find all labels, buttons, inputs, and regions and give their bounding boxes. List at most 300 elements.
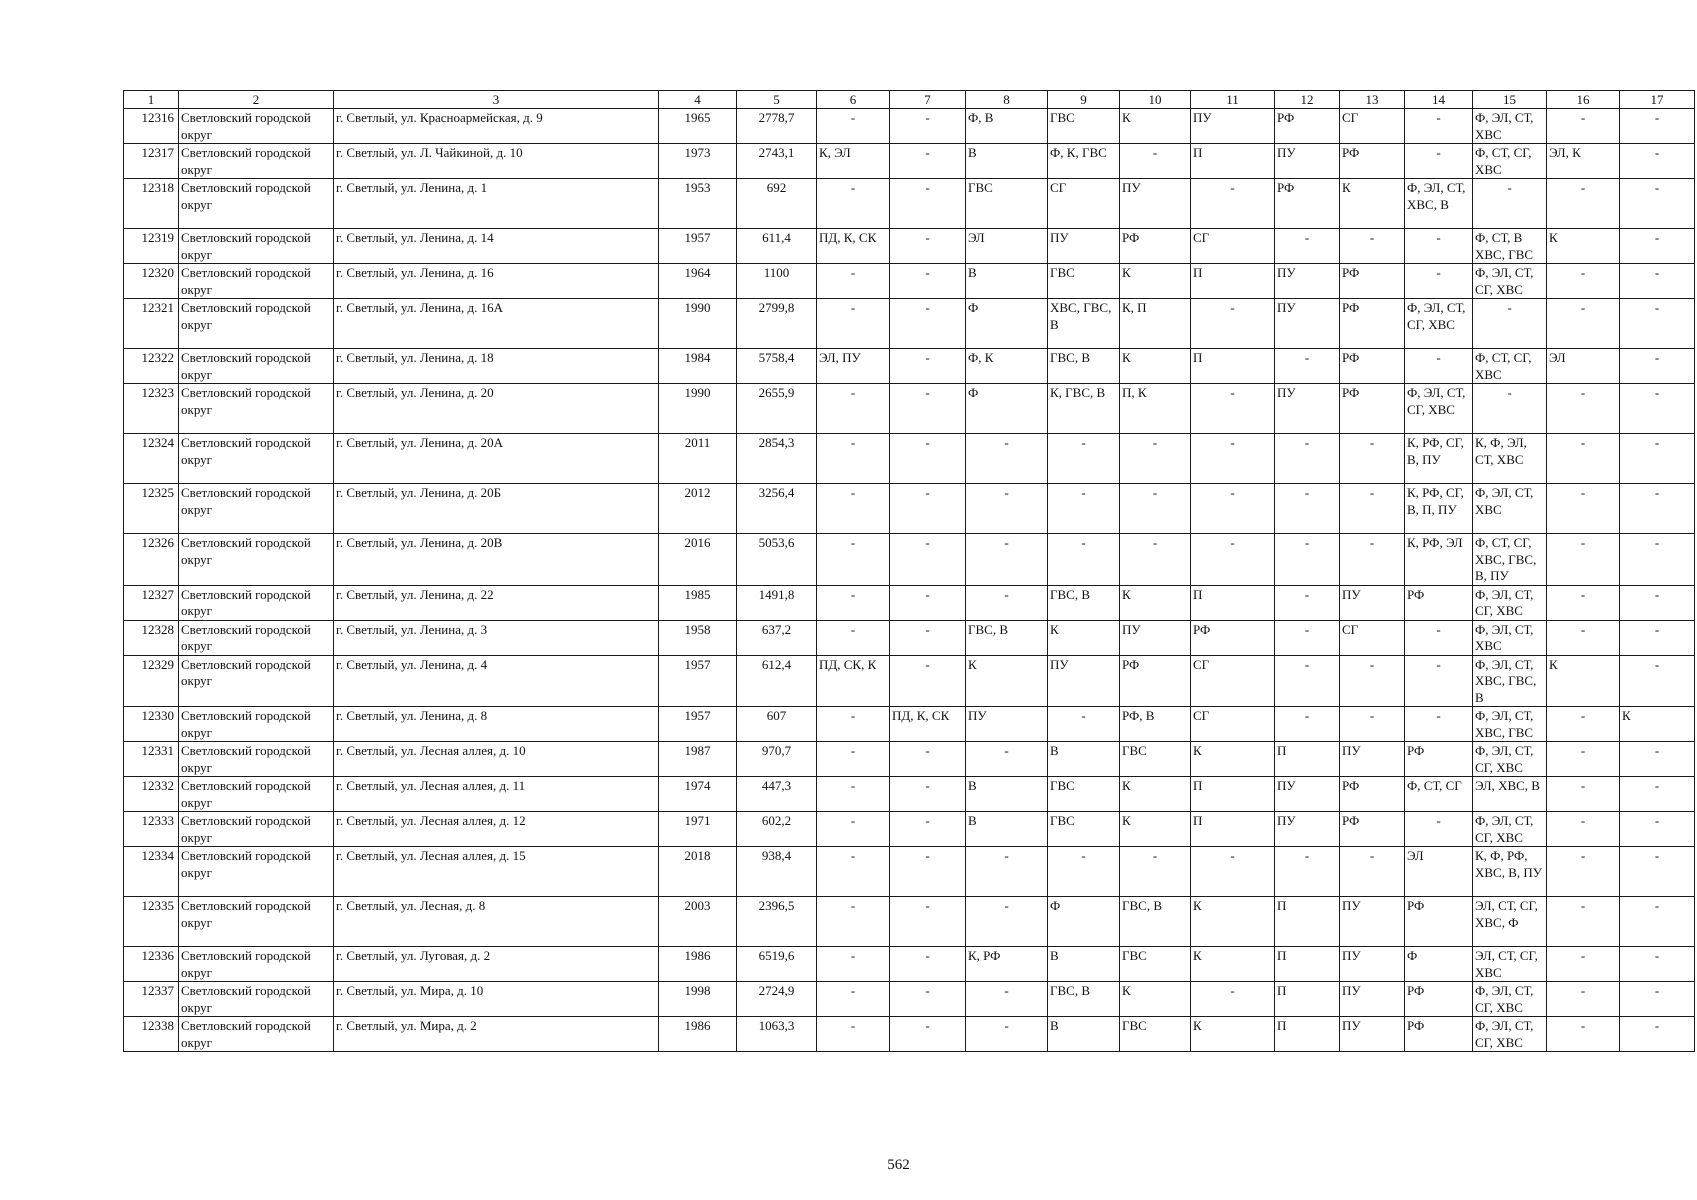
table-row: [124, 1017, 1695, 1052]
table-cell-col-14: Ф, ЭЛ, СТ, СГ, ХВС: [1405, 384, 1473, 434]
table-cell-col-2: Светловский городской округ: [179, 349, 334, 384]
table-cell-col-12: -: [1275, 434, 1340, 484]
table-cell-col-9: -: [1048, 484, 1120, 534]
table-cell-col-11: К: [1191, 947, 1275, 982]
table-cell-col-14: Ф: [1405, 947, 1473, 982]
table-cell-col-7: -: [890, 434, 966, 484]
table-cell-col-3: г. Светлый, ул. Ленина, д. 3: [334, 620, 659, 655]
table-cell-col-11: -: [1191, 299, 1275, 349]
table-cell-col-6: -: [817, 434, 890, 484]
table-cell-col-17: -: [1620, 434, 1695, 484]
table-cell-col-8: Ф, В: [966, 109, 1048, 144]
table-cell-col-9: К, ГВС, В: [1048, 384, 1120, 434]
table-cell-col-3: г. Светлый, ул. Ленина, д. 18: [334, 349, 659, 384]
table-cell-col-8: -: [966, 742, 1048, 777]
table-cell-col-1: 12320: [124, 264, 179, 299]
table-row: [124, 897, 1695, 947]
table-cell-col-2: Светловский городской округ: [179, 534, 334, 586]
table-cell-col-17: -: [1620, 179, 1695, 229]
table-cell-col-6: -: [817, 947, 890, 982]
table-cell-col-3: г. Светлый, ул. Лесная аллея, д. 15: [334, 847, 659, 897]
table-cell-col-10: К: [1120, 812, 1191, 847]
table-cell-col-3: г. Светлый, ул. Ленина, д. 16А: [334, 299, 659, 349]
column-header-3: 3: [334, 91, 659, 109]
table-cell-col-12: П: [1275, 947, 1340, 982]
table-cell-col-7: -: [890, 897, 966, 947]
table-cell-col-16: -: [1547, 299, 1620, 349]
table-cell-col-7: -: [890, 109, 966, 144]
table-cell-col-8: -: [966, 484, 1048, 534]
table-cell-col-5: 5758,4: [737, 349, 817, 384]
table-cell-col-11: -: [1191, 847, 1275, 897]
table-cell-col-6: ЭЛ, ПУ: [817, 349, 890, 384]
table-cell-col-4: 1973: [659, 144, 737, 179]
table-cell-col-15: Ф, ЭЛ, СТ, ХВС, ГВС: [1473, 707, 1547, 742]
table-cell-col-16: -: [1547, 897, 1620, 947]
table-cell-col-8: ГВС: [966, 179, 1048, 229]
table-cell-col-10: К: [1120, 982, 1191, 1017]
table-cell-col-13: ПУ: [1340, 982, 1405, 1017]
table-cell-col-5: 938,4: [737, 847, 817, 897]
table-cell-col-15: ЭЛ, СТ, СГ, ХВС, Ф: [1473, 897, 1547, 947]
table-cell-col-12: П: [1275, 742, 1340, 777]
table-cell-col-3: г. Светлый, ул. Ленина, д. 14: [334, 229, 659, 264]
table-cell-col-5: 1063,3: [737, 1017, 817, 1052]
table-cell-col-9: ГВС: [1048, 777, 1120, 812]
table-cell-col-12: ПУ: [1275, 777, 1340, 812]
table-cell-col-14: РФ: [1405, 585, 1473, 620]
table-cell-col-7: -: [890, 982, 966, 1017]
table-cell-col-3: г. Светлый, ул. Ленина, д. 20Б: [334, 484, 659, 534]
table-cell-col-16: ЭЛ: [1547, 349, 1620, 384]
table-cell-col-11: П: [1191, 349, 1275, 384]
table-cell-col-12: П: [1275, 1017, 1340, 1052]
table-cell-col-16: -: [1547, 847, 1620, 897]
table-cell-col-3: г. Светлый, ул. Ленина, д. 20В: [334, 534, 659, 586]
table-row: [124, 742, 1695, 777]
page-number: 562: [887, 1157, 910, 1173]
table-cell-col-7: -: [890, 947, 966, 982]
table-cell-col-17: К: [1620, 707, 1695, 742]
table-cell-col-11: К: [1191, 897, 1275, 947]
table-cell-col-13: РФ: [1340, 777, 1405, 812]
table-cell-col-4: 1974: [659, 777, 737, 812]
table-cell-col-3: г. Светлый, ул. Лесная аллея, д. 10: [334, 742, 659, 777]
table-cell-col-7: -: [890, 777, 966, 812]
table-cell-col-3: г. Светлый, ул. Лесная, д. 8: [334, 897, 659, 947]
table-cell-col-1: 12332: [124, 777, 179, 812]
table-cell-col-12: -: [1275, 847, 1340, 897]
table-cell-col-17: -: [1620, 534, 1695, 586]
column-header-4: 4: [659, 91, 737, 109]
table-cell-col-1: 12317: [124, 144, 179, 179]
table-cell-col-15: Ф, ЭЛ, СТ, СГ, ХВС: [1473, 264, 1547, 299]
table-cell-col-4: 1957: [659, 655, 737, 707]
table-cell-col-14: РФ: [1405, 897, 1473, 947]
table-cell-col-10: П, К: [1120, 384, 1191, 434]
table-cell-col-14: -: [1405, 620, 1473, 655]
table-cell-col-4: 1984: [659, 349, 737, 384]
table-cell-col-2: Светловский городской округ: [179, 109, 334, 144]
table-cell-col-8: -: [966, 534, 1048, 586]
table-cell-col-3: г. Светлый, ул. Ленина, д. 4: [334, 655, 659, 707]
table-cell-col-16: -: [1547, 707, 1620, 742]
table-cell-col-4: 1953: [659, 179, 737, 229]
table-cell-col-5: 1491,8: [737, 585, 817, 620]
table-cell-col-5: 1100: [737, 264, 817, 299]
table-cell-col-4: 1957: [659, 229, 737, 264]
table-cell-col-7: -: [890, 484, 966, 534]
table-cell-col-8: К, РФ: [966, 947, 1048, 982]
table-cell-col-2: Светловский городской округ: [179, 299, 334, 349]
table-cell-col-5: 6519,6: [737, 947, 817, 982]
table-cell-col-17: -: [1620, 897, 1695, 947]
table-cell-col-11: К: [1191, 1017, 1275, 1052]
table-cell-col-6: -: [817, 585, 890, 620]
table-cell-col-8: -: [966, 1017, 1048, 1052]
table-cell-col-5: 2854,3: [737, 434, 817, 484]
table-cell-col-11: -: [1191, 534, 1275, 586]
table-cell-col-15: Ф, СТ, СГ, ХВС: [1473, 144, 1547, 179]
table-cell-col-2: Светловский городской округ: [179, 897, 334, 947]
table-row: [124, 179, 1695, 229]
table-cell-col-16: К: [1547, 655, 1620, 707]
table-cell-col-6: -: [817, 534, 890, 586]
table-cell-col-1: 12325: [124, 484, 179, 534]
table-cell-col-9: В: [1048, 742, 1120, 777]
table-cell-col-6: -: [817, 264, 890, 299]
table-cell-col-5: 5053,6: [737, 534, 817, 586]
table-row: [124, 947, 1695, 982]
column-header-13: 13: [1340, 91, 1405, 109]
table-cell-col-10: РФ: [1120, 229, 1191, 264]
table-cell-col-15: К, Ф, ЭЛ, СТ, ХВС: [1473, 434, 1547, 484]
table-cell-col-10: -: [1120, 434, 1191, 484]
table-cell-col-2: Светловский городской округ: [179, 1017, 334, 1052]
table-cell-col-17: -: [1620, 229, 1695, 264]
table-cell-col-14: -: [1405, 264, 1473, 299]
table-cell-col-15: Ф, ЭЛ, СТ, СГ, ХВС: [1473, 742, 1547, 777]
table-cell-col-5: 602,2: [737, 812, 817, 847]
table-cell-col-12: -: [1275, 349, 1340, 384]
table-cell-col-3: г. Светлый, ул. Ленина, д. 20А: [334, 434, 659, 484]
table-cell-col-13: -: [1340, 847, 1405, 897]
table-cell-col-13: -: [1340, 655, 1405, 707]
table-cell-col-5: 2655,9: [737, 384, 817, 434]
table-cell-col-1: 12323: [124, 384, 179, 434]
column-header-15: 15: [1473, 91, 1547, 109]
table-cell-col-8: ЭЛ: [966, 229, 1048, 264]
table-cell-col-8: В: [966, 264, 1048, 299]
table-cell-col-6: -: [817, 812, 890, 847]
table-cell-col-1: 12330: [124, 707, 179, 742]
table-cell-col-12: ПУ: [1275, 144, 1340, 179]
table-cell-col-13: РФ: [1340, 144, 1405, 179]
table-cell-col-3: г. Светлый, ул. Луговая, д. 2: [334, 947, 659, 982]
table-cell-col-15: Ф, ЭЛ, СТ, СГ, ХВС: [1473, 1017, 1547, 1052]
table-cell-col-13: РФ: [1340, 812, 1405, 847]
table-cell-col-1: 12338: [124, 1017, 179, 1052]
table-cell-col-14: -: [1405, 229, 1473, 264]
table-cell-col-12: ПУ: [1275, 264, 1340, 299]
table-cell-col-12: -: [1275, 229, 1340, 264]
table-cell-col-14: Ф, СТ, СГ: [1405, 777, 1473, 812]
table-cell-col-6: -: [817, 620, 890, 655]
column-header-12: 12: [1275, 91, 1340, 109]
table-cell-col-15: Ф, ЭЛ, СТ, СГ, ХВС: [1473, 585, 1547, 620]
table-cell-col-13: -: [1340, 484, 1405, 534]
table-cell-col-1: 12318: [124, 179, 179, 229]
housing-data-table: [123, 90, 1695, 1052]
table-cell-col-7: -: [890, 1017, 966, 1052]
table-cell-col-6: -: [817, 742, 890, 777]
table-cell-col-14: -: [1405, 655, 1473, 707]
table-cell-col-10: -: [1120, 144, 1191, 179]
table-cell-col-3: г. Светлый, ул. Ленина, д. 16: [334, 264, 659, 299]
column-header-1: 1: [124, 91, 179, 109]
table-cell-col-16: -: [1547, 1017, 1620, 1052]
table-cell-col-16: -: [1547, 982, 1620, 1017]
table-cell-col-3: г. Светлый, ул. Мира, д. 10: [334, 982, 659, 1017]
table-cell-col-1: 12322: [124, 349, 179, 384]
table-cell-col-2: Светловский городской округ: [179, 947, 334, 982]
table-cell-col-13: СГ: [1340, 109, 1405, 144]
table-cell-col-7: -: [890, 812, 966, 847]
table-cell-col-11: ПУ: [1191, 109, 1275, 144]
table-cell-col-9: В: [1048, 1017, 1120, 1052]
table-cell-col-9: ПУ: [1048, 229, 1120, 264]
table-cell-col-6: -: [817, 777, 890, 812]
table-cell-col-15: -: [1473, 384, 1547, 434]
table-cell-col-7: -: [890, 742, 966, 777]
table-cell-col-3: г. Светлый, ул. Лесная аллея, д. 12: [334, 812, 659, 847]
table-cell-col-4: 2018: [659, 847, 737, 897]
table-cell-col-17: -: [1620, 109, 1695, 144]
table-cell-col-11: П: [1191, 585, 1275, 620]
table-cell-col-4: 2011: [659, 434, 737, 484]
table-cell-col-17: -: [1620, 349, 1695, 384]
table-cell-col-4: 1965: [659, 109, 737, 144]
table-cell-col-3: г. Светлый, ул. Лесная аллея, д. 11: [334, 777, 659, 812]
table-cell-col-12: ПУ: [1275, 812, 1340, 847]
table-cell-col-2: Светловский городской округ: [179, 484, 334, 534]
table-cell-col-4: 1987: [659, 742, 737, 777]
table-cell-col-13: -: [1340, 229, 1405, 264]
table-cell-col-3: г. Светлый, ул. Ленина, д. 20: [334, 384, 659, 434]
column-header-17: 17: [1620, 91, 1695, 109]
table-cell-col-7: -: [890, 847, 966, 897]
table-cell-col-10: -: [1120, 534, 1191, 586]
table-cell-col-7: ПД, К, СК: [890, 707, 966, 742]
table-row: [124, 109, 1695, 144]
table-cell-col-9: ХВС, ГВС, В: [1048, 299, 1120, 349]
table-cell-col-9: -: [1048, 434, 1120, 484]
table-row: [124, 655, 1695, 707]
table-cell-col-16: -: [1547, 264, 1620, 299]
table-cell-col-13: ПУ: [1340, 585, 1405, 620]
table-cell-col-8: ПУ: [966, 707, 1048, 742]
table-row: [124, 384, 1695, 434]
table-cell-col-5: 607: [737, 707, 817, 742]
table-cell-col-14: РФ: [1405, 1017, 1473, 1052]
table-cell-col-8: -: [966, 982, 1048, 1017]
table-cell-col-12: -: [1275, 534, 1340, 586]
table-cell-col-1: 12331: [124, 742, 179, 777]
column-header-2: 2: [179, 91, 334, 109]
table-cell-col-15: Ф, ЭЛ, СТ, СГ, ХВС: [1473, 812, 1547, 847]
column-header-10: 10: [1120, 91, 1191, 109]
table-cell-col-12: ПУ: [1275, 384, 1340, 434]
table-cell-col-12: -: [1275, 655, 1340, 707]
table-cell-col-13: РФ: [1340, 384, 1405, 434]
table-cell-col-8: В: [966, 144, 1048, 179]
table-cell-col-11: СГ: [1191, 707, 1275, 742]
table-cell-col-17: -: [1620, 982, 1695, 1017]
table-cell-col-8: -: [966, 847, 1048, 897]
table-cell-col-3: г. Светлый, ул. Ленина, д. 8: [334, 707, 659, 742]
table-cell-col-16: -: [1547, 484, 1620, 534]
table-cell-col-12: РФ: [1275, 179, 1340, 229]
table-cell-col-15: Ф, ЭЛ, СТ, ХВС: [1473, 620, 1547, 655]
table-cell-col-9: ПУ: [1048, 655, 1120, 707]
table-cell-col-10: К: [1120, 109, 1191, 144]
table-cell-col-7: -: [890, 264, 966, 299]
table-cell-col-14: К, РФ, СГ, В, ПУ: [1405, 434, 1473, 484]
table-cell-col-15: ЭЛ, СТ, СГ, ХВС: [1473, 947, 1547, 982]
table-cell-col-1: 12319: [124, 229, 179, 264]
table-cell-col-11: -: [1191, 982, 1275, 1017]
table-row: [124, 585, 1695, 620]
table-cell-col-13: ПУ: [1340, 947, 1405, 982]
table-cell-col-16: -: [1547, 179, 1620, 229]
table-cell-col-6: К, ЭЛ: [817, 144, 890, 179]
table-cell-col-13: РФ: [1340, 264, 1405, 299]
table-cell-col-9: ГВС, В: [1048, 982, 1120, 1017]
table-cell-col-6: -: [817, 1017, 890, 1052]
table-cell-col-7: -: [890, 534, 966, 586]
table-cell-col-9: -: [1048, 847, 1120, 897]
table-cell-col-8: К: [966, 655, 1048, 707]
table-cell-col-10: -: [1120, 484, 1191, 534]
table-cell-col-14: -: [1405, 812, 1473, 847]
table-cell-col-15: Ф, СТ, СГ, ХВС: [1473, 349, 1547, 384]
table-cell-col-13: ПУ: [1340, 1017, 1405, 1052]
table-cell-col-15: Ф, ЭЛ, СТ, ХВС: [1473, 484, 1547, 534]
table-cell-col-16: -: [1547, 384, 1620, 434]
table-cell-col-12: ПУ: [1275, 299, 1340, 349]
table-cell-col-5: 2799,8: [737, 299, 817, 349]
table-row: [124, 229, 1695, 264]
table-cell-col-1: 12316: [124, 109, 179, 144]
column-header-14: 14: [1405, 91, 1473, 109]
table-cell-col-15: ЭЛ, ХВС, В: [1473, 777, 1547, 812]
table-cell-col-4: 2012: [659, 484, 737, 534]
table-cell-col-16: -: [1547, 812, 1620, 847]
table-cell-col-13: К: [1340, 179, 1405, 229]
table-cell-col-10: ГВС: [1120, 947, 1191, 982]
table-cell-col-16: -: [1547, 742, 1620, 777]
table-cell-col-3: г. Светлый, ул. Мира, д. 2: [334, 1017, 659, 1052]
table-cell-col-5: 970,7: [737, 742, 817, 777]
table-cell-col-15: Ф, ЭЛ, СТ, СГ, ХВС: [1473, 982, 1547, 1017]
table-cell-col-1: 12324: [124, 434, 179, 484]
table-cell-col-3: г. Светлый, ул. Ленина, д. 22: [334, 585, 659, 620]
table-cell-col-12: -: [1275, 585, 1340, 620]
table-cell-col-15: -: [1473, 299, 1547, 349]
table-cell-col-5: 611,4: [737, 229, 817, 264]
table-cell-col-7: -: [890, 349, 966, 384]
table-cell-col-2: Светловский городской округ: [179, 742, 334, 777]
table-cell-col-14: -: [1405, 349, 1473, 384]
table-cell-col-5: 637,2: [737, 620, 817, 655]
table-cell-col-14: РФ: [1405, 742, 1473, 777]
column-number-header-row: [124, 91, 1695, 109]
table-cell-col-6: -: [817, 484, 890, 534]
table-cell-col-1: 12327: [124, 585, 179, 620]
table-cell-col-7: -: [890, 585, 966, 620]
table-cell-col-1: 12337: [124, 982, 179, 1017]
table-cell-col-14: РФ: [1405, 982, 1473, 1017]
table-cell-col-2: Светловский городской округ: [179, 264, 334, 299]
table-cell-col-11: П: [1191, 777, 1275, 812]
table-row: [124, 777, 1695, 812]
table-cell-col-16: -: [1547, 534, 1620, 586]
table-cell-col-9: К: [1048, 620, 1120, 655]
table-cell-col-7: -: [890, 144, 966, 179]
column-header-7: 7: [890, 91, 966, 109]
table-cell-col-16: К: [1547, 229, 1620, 264]
table-cell-col-10: К, П: [1120, 299, 1191, 349]
table-cell-col-10: ПУ: [1120, 179, 1191, 229]
table-cell-col-13: -: [1340, 534, 1405, 586]
table-cell-col-10: ГВС: [1120, 742, 1191, 777]
table-cell-col-4: 1998: [659, 982, 737, 1017]
table-cell-col-11: -: [1191, 384, 1275, 434]
table-cell-col-17: -: [1620, 947, 1695, 982]
table-cell-col-2: Светловский городской округ: [179, 812, 334, 847]
table-cell-col-6: -: [817, 847, 890, 897]
table-cell-col-7: -: [890, 179, 966, 229]
table-cell-col-17: -: [1620, 777, 1695, 812]
table-row: [124, 620, 1695, 655]
table-cell-col-2: Светловский городской округ: [179, 179, 334, 229]
table-cell-col-13: РФ: [1340, 299, 1405, 349]
table-cell-col-4: 1964: [659, 264, 737, 299]
column-header-5: 5: [737, 91, 817, 109]
table-cell-col-10: ГВС, В: [1120, 897, 1191, 947]
table-cell-col-9: СГ: [1048, 179, 1120, 229]
table-cell-col-2: Светловский городской округ: [179, 620, 334, 655]
table-cell-col-16: -: [1547, 777, 1620, 812]
table-row: [124, 812, 1695, 847]
table-cell-col-11: -: [1191, 484, 1275, 534]
table-cell-col-17: -: [1620, 1017, 1695, 1052]
table-cell-col-2: Светловский городской округ: [179, 144, 334, 179]
table-cell-col-1: 12321: [124, 299, 179, 349]
table-cell-col-1: 12326: [124, 534, 179, 586]
table-cell-col-2: Светловский городской округ: [179, 847, 334, 897]
table-cell-col-9: Ф, К, ГВС: [1048, 144, 1120, 179]
table-cell-col-15: Ф, ЭЛ, СТ, ХВС, ГВС, В: [1473, 655, 1547, 707]
table-cell-col-13: РФ: [1340, 349, 1405, 384]
table-cell-col-4: 1990: [659, 299, 737, 349]
table-cell-col-12: П: [1275, 982, 1340, 1017]
table-cell-col-14: К, РФ, ЭЛ: [1405, 534, 1473, 586]
table-cell-col-14: ЭЛ: [1405, 847, 1473, 897]
table-cell-col-8: В: [966, 777, 1048, 812]
table-cell-col-9: ГВС, В: [1048, 349, 1120, 384]
table-cell-col-14: Ф, ЭЛ, СТ, СГ, ХВС: [1405, 299, 1473, 349]
